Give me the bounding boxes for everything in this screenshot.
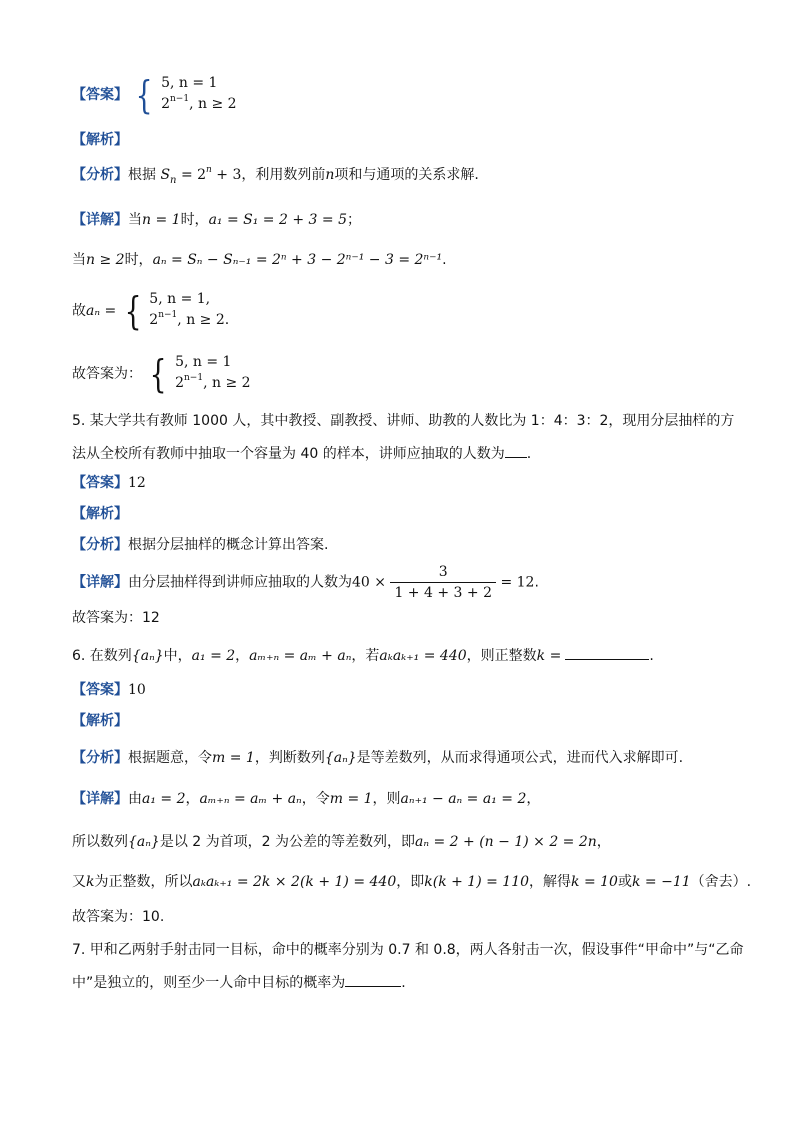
t: 由: [128, 791, 142, 807]
math: {aₙ}: [128, 834, 160, 850]
q6-answer: [72, 680, 146, 700]
sn-exp: n: [206, 165, 212, 175]
answer-value: 12: [128, 475, 146, 491]
q6-xiangjie-1: [72, 789, 540, 809]
t: ，即: [396, 874, 425, 890]
math: aₖaₖ₊₁ = 2k × 2(k + 1) = 440: [192, 874, 397, 890]
answer-label: 【答案】: [72, 475, 128, 491]
q6-xiangjie-2: [72, 832, 611, 852]
p4-xiangjie-2: [72, 250, 447, 270]
case-2-base: 2: [149, 312, 159, 328]
case-1: 5, n = 1: [161, 75, 218, 91]
t: 6. 在数列: [72, 648, 132, 664]
xiangjie-label: 【详解】: [72, 574, 128, 591]
case-2-exp: n−1: [170, 94, 190, 104]
fenxi-n: n: [325, 167, 335, 183]
case-2-exp: n−1: [158, 310, 178, 320]
denominator: 1 + 4 + 3 + 2: [394, 585, 492, 601]
case-2-base: 2: [161, 96, 171, 112]
q6-fenxi: [72, 748, 683, 768]
q5-answer: [72, 473, 146, 493]
math: = 12: [500, 574, 535, 591]
t: 时，: [180, 212, 209, 228]
math: k(k + 1) = 110: [424, 874, 530, 890]
cases-brace: {: [124, 289, 142, 333]
math: n ≥ 2: [86, 252, 125, 268]
t: ，: [235, 648, 250, 664]
t: 或: [617, 874, 632, 890]
numerator: 3: [390, 562, 496, 583]
piecewise-answer: [161, 73, 236, 117]
cases-brace: {: [150, 352, 168, 396]
t: ，则: [372, 791, 401, 807]
math: aₙ =: [86, 303, 117, 319]
t: ，解得: [529, 874, 572, 890]
math: aₙ = 2 + (n − 1) × 2 = 2n: [415, 834, 597, 850]
answer-label: 【答案】: [72, 682, 128, 698]
fenxi-label: 【分析】: [72, 537, 128, 553]
xiangjie-label: 【详解】: [72, 212, 128, 228]
t: 由分层抽样得到讲师应抽取的人数为: [128, 574, 352, 591]
t: 中”是独立的，则至少一人命中目标的概率为: [72, 975, 346, 991]
q6-line-1: [72, 645, 654, 666]
fenxi-label: 【分析】: [72, 750, 128, 766]
t: 故: [72, 303, 86, 319]
t: ，若: [351, 648, 380, 664]
q6-xiangjie-3: [72, 872, 751, 892]
t: .: [649, 648, 654, 664]
case-1: 5, n = 1: [175, 354, 232, 370]
t: ，判断数列: [254, 750, 325, 766]
t: ，: [596, 834, 611, 850]
t: .: [534, 574, 539, 591]
math: n = 1: [142, 212, 181, 228]
q5-xiangjie: [72, 562, 539, 603]
fenxi-label: 【分析】: [72, 167, 128, 183]
math: k = 10: [571, 874, 618, 890]
math: 40 ×: [352, 574, 386, 591]
t: 故答案为：: [72, 366, 142, 382]
case-2-cond: , n ≥ 2.: [177, 312, 230, 328]
math: a₁ = 2: [142, 791, 186, 807]
math: aₘ₊ₙ = aₘ + aₙ: [249, 648, 352, 664]
math: aₖaₖ₊₁ = 440: [379, 648, 467, 664]
t: 当: [72, 252, 86, 268]
math: a₁ = 2: [191, 648, 236, 664]
t: .: [526, 446, 532, 462]
answer-blank: [345, 972, 401, 987]
q5-line-2: [72, 443, 531, 464]
p4-answer-row: [72, 73, 237, 117]
fraction: [390, 562, 496, 603]
t: .: [442, 252, 447, 268]
case-1: 5, n = 1,: [149, 291, 211, 307]
t: 当: [128, 212, 142, 228]
sn-eq: = 2: [176, 167, 207, 183]
math: a₁ = S₁ = 2 + 3 = 5: [208, 212, 347, 228]
t: 中，: [163, 648, 192, 664]
sn-sub: n: [170, 175, 177, 186]
t: 是以 2 为首项，2 为公差的等差数列，即: [159, 834, 416, 850]
t: 根据题意，令: [128, 750, 212, 766]
t: ，: [526, 791, 541, 807]
fenxi-text-b: ，利用数列前: [241, 167, 326, 183]
t: 法从全校所有教师中抽取一个容量为 40 的样本，讲师应抽取的人数为: [72, 446, 505, 462]
answer-value: 10: [128, 682, 146, 698]
piecewise: [175, 352, 250, 396]
p4-analysis-heading: 【解析】: [72, 132, 128, 148]
xiangjie-label: 【详解】: [72, 791, 128, 807]
math: aₙ = Sₙ − Sₙ₋₁ = 2ⁿ + 3 − 2ⁿ⁻¹ − 3 = 2ⁿ⁻¹: [152, 252, 443, 268]
math: m = 1: [329, 791, 373, 807]
case-2-exp: n−1: [184, 373, 204, 383]
p4-fenxi: [72, 165, 479, 187]
t: .: [401, 975, 406, 991]
fenxi-text: 根据: [128, 167, 156, 183]
math: m = 1: [212, 750, 255, 766]
case-2-base: 2: [175, 375, 185, 391]
math: aₘ₊ₙ = aₘ + aₙ: [199, 791, 302, 807]
sn-symbol: S: [160, 167, 171, 183]
q6-final: 故答案为：10.: [72, 909, 165, 925]
q5-final: 故答案为：12: [72, 610, 160, 626]
fenxi-text-c: 项和与通项的关系求解.: [334, 167, 479, 183]
t: ，则正整数: [466, 648, 537, 664]
t: 根据分层抽样的概念计算出答案.: [128, 537, 329, 553]
t: ；: [346, 212, 361, 228]
piecewise: [149, 289, 229, 333]
math: {aₙ}: [324, 750, 357, 766]
case-2-cond: , n ≥ 2: [189, 96, 237, 112]
q7-line-1: 7. 甲和乙两射手射击同一目标，命中的概率分别为 0.7 和 0.8，两人各射击一次，假设事件“甲命中”与“乙命: [72, 942, 744, 958]
t: 是等差数列，从而求得通项公式，进而代入求解即可.: [356, 750, 684, 766]
q6-analysis-heading: 【解析】: [72, 713, 128, 729]
math: {aₙ}: [131, 648, 164, 664]
math: aₙ₊₁ − aₙ = a₁ = 2: [400, 791, 527, 807]
t: 又: [72, 874, 86, 890]
sn-eq2: + 3: [211, 167, 242, 183]
q5-fenxi: [72, 535, 328, 555]
t: （舍去）.: [690, 874, 752, 890]
math: k: [86, 874, 95, 890]
p4-final: [72, 352, 251, 396]
cases-brace: {: [136, 73, 154, 117]
answer-blank: [505, 443, 527, 458]
t: ，: [185, 791, 200, 807]
answer-blank: [565, 645, 649, 660]
q5-analysis-heading: 【解析】: [72, 506, 128, 522]
q5-line-1: 5. 某大学共有教师 1000 人，其中教授、副教授、讲师、助教的人数比为 1：4：3：2，现用分层抽样的方: [72, 413, 735, 429]
p4-xiangjie-1: [72, 210, 361, 230]
t: 时，: [124, 252, 153, 268]
t: 为正整数，所以: [94, 874, 193, 890]
q7-line-2: [72, 972, 406, 993]
t: 所以数列: [72, 834, 128, 850]
case-2-cond: , n ≥ 2: [203, 375, 251, 391]
answer-label: 【答案】: [72, 87, 128, 103]
math: k = −11: [631, 874, 691, 890]
math: k =: [536, 648, 562, 664]
t: ，令: [301, 791, 330, 807]
p4-gu: [72, 289, 229, 333]
